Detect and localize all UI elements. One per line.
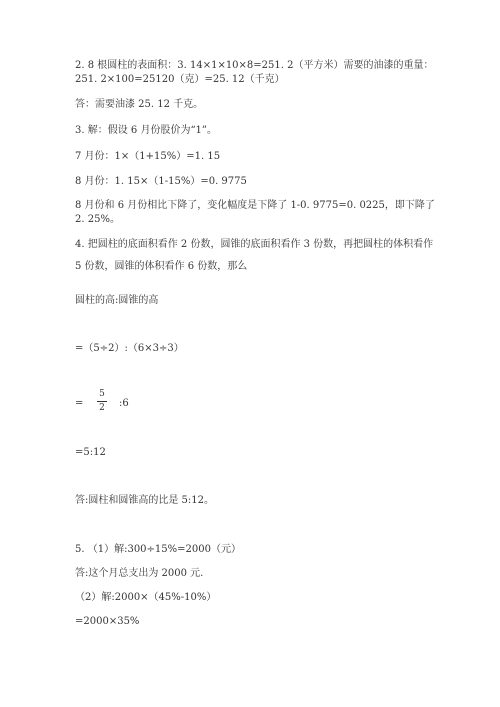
line-13: =5:12 bbox=[75, 447, 106, 458]
fraction-bar bbox=[97, 401, 107, 402]
line-8: 2. 25%。 bbox=[75, 214, 120, 225]
line-14: 答:圆柱和圆锥高的比是 5:12。 bbox=[75, 495, 215, 506]
line-3: 答：需要油漆 25. 12 千克。 bbox=[75, 99, 204, 110]
line-18: =2000×35% bbox=[75, 616, 140, 627]
line-7: 8 月份和 6 月份相比下降了，变化幅度是下降了 1-0. 9775=0. 0225，即下降了 bbox=[75, 200, 435, 211]
line-17: （2）解:2000×（45%-10%） bbox=[75, 592, 217, 603]
line-4: 3. 解：假设 6 月份股价为“1”。 bbox=[75, 125, 218, 136]
line-11: 圆柱的高:圆锥的高 bbox=[75, 295, 159, 306]
line-6: 8 月份：1. 15×（1-15%）=0. 9775 bbox=[75, 176, 247, 187]
line-12: =（5÷2）:（6×3÷3） bbox=[75, 343, 184, 354]
line-15: 5. （1）解:300÷15%=2000（元） bbox=[75, 544, 241, 555]
line-1: 2. 8 根圆柱的表面积：3. 14×1×10×8=251. 2（平方米）需要的油漆的重量： bbox=[75, 60, 434, 71]
fraction bbox=[97, 389, 107, 414]
line-5: 7 月份：1×（1+15%）=1. 15 bbox=[75, 151, 221, 162]
line-2: 251. 2×100=25120（克）=25. 12（千克） bbox=[75, 74, 285, 85]
line-10: 5 份数，圆锥的体积看作 6 份数，那么 bbox=[75, 261, 248, 272]
fraction-numerator: 5 bbox=[99, 389, 105, 399]
fraction-tail: :6 bbox=[119, 398, 129, 409]
line-9: 4. 把圆柱的底面积看作 2 份数，圆锥的底面积看作 3 份数，再把圆柱的体积看作 bbox=[75, 239, 434, 250]
equals-sign: = bbox=[75, 398, 84, 409]
line-16: 答:这个月总支出为 2000 元. bbox=[75, 568, 204, 579]
fraction-denominator: 2 bbox=[99, 403, 105, 413]
